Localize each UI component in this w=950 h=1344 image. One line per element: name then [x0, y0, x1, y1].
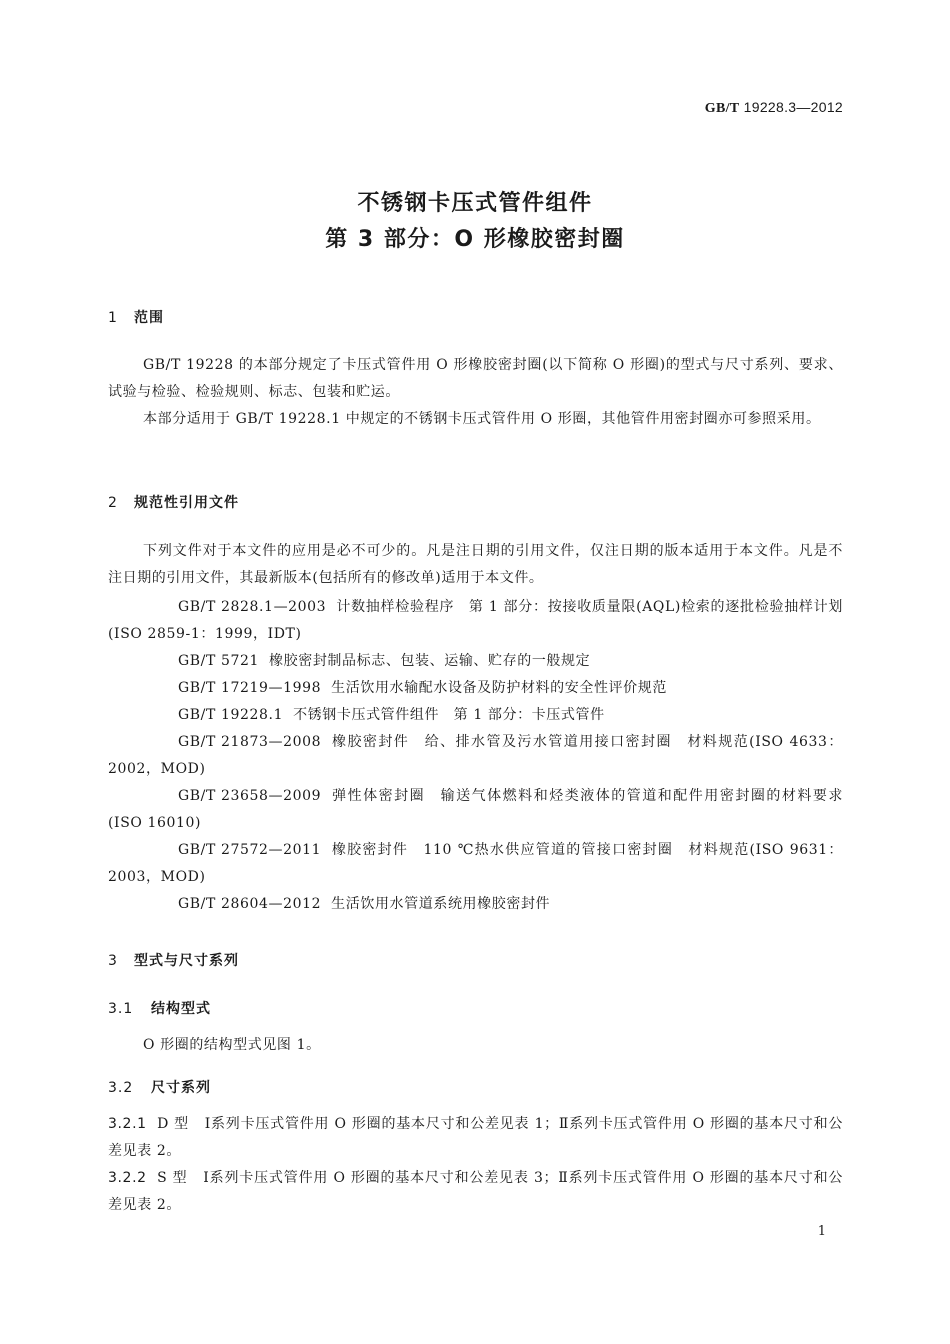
- reference-code: GB/T 2828.1—2003: [178, 599, 327, 615]
- section-1-paragraph: GB/T 19228 的本部分规定了卡压式管件用 O 形橡胶密封圈(以下简称 O 形圈)的型式与尺寸系列、要求、试验与检验、检验规则、标志、包装和贮运。: [108, 357, 843, 400]
- reference-title: 不锈钢卡压式管件组件 第 1 部分：卡压式管件: [293, 707, 605, 723]
- normative-reference: [108, 675, 843, 702]
- subsection-3-2-heading: [108, 1077, 211, 1097]
- subsection-3-1-text: O 形圈的结构型式见图 1。: [143, 1037, 321, 1053]
- normative-reference: [108, 783, 843, 837]
- page-number: 1: [817, 1224, 826, 1239]
- clause-number: 3.2.2: [108, 1170, 147, 1186]
- reference-code: GB/T 5721: [178, 653, 260, 669]
- reference-title: 生活饮用水输配水设备及防护材料的安全性评价规范: [331, 680, 667, 696]
- clause-3-2-2: [108, 1165, 843, 1219]
- normative-reference: [108, 648, 843, 675]
- normative-reference: [108, 702, 843, 729]
- clause-3-2-1: [108, 1111, 843, 1165]
- subsection-number: 3.2: [108, 1080, 134, 1096]
- standard-prefix: GB/T: [704, 101, 740, 116]
- subsection-number: 3.1: [108, 1001, 134, 1017]
- reference-code: GB/T 28604—2012: [178, 896, 322, 912]
- standard-code: 19228.3—2012: [743, 99, 843, 115]
- section-1-heading: [108, 307, 164, 327]
- section-1-paragraph: 本部分适用于 GB/T 19228.1 中规定的不锈钢卡压式管件用 O 形圈，其他管件用密封圈亦可参照采用。: [143, 411, 821, 427]
- section-2-intro: 下列文件对于本文件的应用是必不可少的。凡是注日期的引用文件，仅注日期的版本适用于本文件。凡是不注日期的引用文件，其最新版本(包括所有的修改单)适用于本文件。: [108, 543, 843, 586]
- reference-title: 橡胶密封件 110 ℃热水供应管道的管接口密封圈 材料规范(ISO 9631：2003，MOD): [108, 842, 843, 885]
- section-number: 1: [108, 310, 118, 326]
- reference-title: 橡胶密封件 给、排水管及污水管道用接口密封圈 材料规范(ISO 4633：2002，MOD): [108, 734, 843, 777]
- normative-reference: [108, 729, 843, 783]
- clause-label: S 型: [157, 1170, 188, 1186]
- normative-reference: [108, 594, 843, 648]
- section-number: 2: [108, 495, 118, 511]
- reference-code: GB/T 21873—2008: [178, 734, 322, 750]
- reference-title: 生活饮用水管道系统用橡胶密封件: [331, 896, 551, 912]
- clause-number: 3.2.1: [108, 1116, 147, 1132]
- normative-reference: [108, 837, 843, 891]
- standard-number: [705, 99, 843, 117]
- document-subtitle: 第 3 部分：O 形橡胶密封圈: [325, 227, 625, 252]
- clause-text: Ⅰ系列卡压式管件用 O 形圈的基本尺寸和公差见表 1；Ⅱ系列卡压式管件用 O 形圈的基本尺寸和公差见表 2。: [108, 1116, 843, 1159]
- section-number: 3: [108, 953, 118, 969]
- normative-reference: [108, 891, 843, 918]
- reference-code: GB/T 23658—2009: [178, 788, 322, 804]
- section-3-heading: [108, 950, 239, 970]
- subsection-title: 结构型式: [151, 1001, 211, 1017]
- section-title: 规范性引用文件: [134, 495, 239, 511]
- section-2-heading: [108, 492, 239, 512]
- clause-label: D 型: [157, 1116, 189, 1132]
- section-title: 范围: [134, 310, 164, 326]
- subsection-title: 尺寸系列: [151, 1080, 211, 1096]
- reference-code: GB/T 19228.1: [178, 707, 284, 723]
- subsection-3-1-heading: [108, 998, 211, 1018]
- reference-code: GB/T 17219—1998: [178, 680, 322, 696]
- reference-title: 计数抽样检验程序 第 1 部分：按接收质量限(AQL)检索的逐批检验抽样计划(ISO 2859-1：1999，IDT): [108, 599, 843, 642]
- reference-title: 橡胶密封制品标志、包装、运输、贮存的一般规定: [269, 653, 591, 669]
- clause-text: Ⅰ系列卡压式管件用 O 形圈的基本尺寸和公差见表 3；Ⅱ系列卡压式管件用 O 形圈的基本尺寸和公差见表 2。: [108, 1170, 843, 1213]
- reference-code: GB/T 27572—2011: [178, 842, 322, 858]
- document-title: 不锈钢卡压式管件组件: [357, 191, 593, 216]
- reference-title: 弹性体密封圈 输送气体燃料和烃类液体的管道和配件用密封圈的材料要求(ISO 16010): [108, 788, 843, 831]
- section-title: 型式与尺寸系列: [134, 953, 239, 969]
